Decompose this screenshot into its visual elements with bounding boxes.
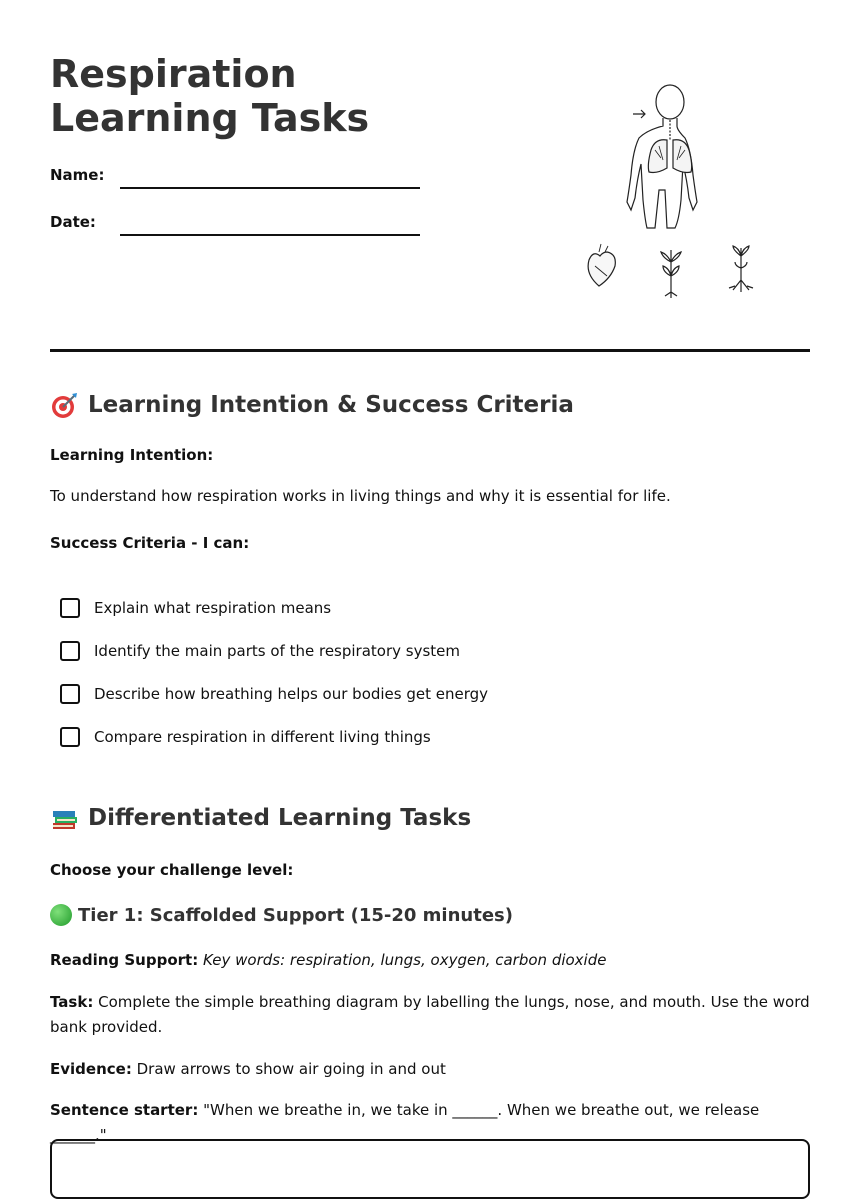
reading-text: Key words: respiration, lungs, oxygen, carbon dioxide — [202, 951, 607, 969]
name-label: Name: — [50, 166, 105, 184]
criteria-item-text: Describe how breathing helps our bodies get energy — [94, 685, 489, 703]
date-label: Date: — [50, 213, 96, 231]
criteria-checkbox[interactable] — [60, 641, 80, 661]
criteria-item[interactable] — [60, 727, 431, 747]
criteria-item-text: Compare respiration in different living things — [94, 728, 431, 746]
date-field[interactable] — [120, 234, 420, 236]
books-icon — [50, 803, 80, 833]
target-icon — [50, 390, 80, 420]
starter-text: "When we breathe in, we take in ______. When we breathe out, we release ______." — [50, 1101, 760, 1144]
reading-support — [50, 948, 810, 973]
criteria-checkbox[interactable] — [60, 598, 80, 618]
green-circle-icon — [50, 904, 72, 926]
task-label: Task: — [50, 993, 94, 1011]
reading-label: Reading Support: — [50, 951, 199, 969]
tasks-heading — [50, 803, 471, 833]
criteria-checkbox[interactable] — [60, 684, 80, 704]
task-text-block — [50, 990, 810, 1040]
page-title: Respiration Learning Tasks — [50, 52, 370, 140]
answer-box[interactable] — [50, 1139, 810, 1199]
tier1-heading — [50, 904, 513, 926]
criteria-item-text: Identify the main parts of the respiratory system — [94, 642, 461, 660]
tasks-heading-text: Differentiated Learning Tasks — [88, 805, 472, 831]
intention-heading — [50, 390, 574, 420]
intention-heading-text: Learning Intention & Success Criteria — [88, 392, 574, 418]
evidence-block — [50, 1057, 810, 1082]
intention-text: To understand how respiration works in living things and why it is essential for life. — [50, 487, 671, 505]
criteria-label: Success Criteria - I can: — [50, 534, 250, 552]
criteria-item-text: Explain what respiration means — [94, 599, 332, 617]
intention-label: Learning Intention: — [50, 446, 214, 464]
criteria-item[interactable] — [60, 598, 331, 618]
task-text: Complete the simple breathing diagram by labelling the lungs, nose, and mouth. Use the word bank provided. — [50, 993, 810, 1036]
section-divider — [50, 349, 810, 352]
criteria-item[interactable] — [60, 641, 460, 661]
choose-label: Choose your challenge level: — [50, 861, 294, 879]
evidence-label: Evidence: — [50, 1060, 132, 1078]
evidence-text: Draw arrows to show air going in and out — [136, 1060, 446, 1078]
criteria-item[interactable] — [60, 684, 488, 704]
name-field[interactable] — [120, 187, 420, 189]
starter-label: Sentence starter: — [50, 1101, 199, 1119]
respiration-illustration — [575, 80, 775, 300]
tier1-heading-text: Tier 1: Scaffolded Support (15-20 minutes) — [78, 904, 513, 926]
criteria-checkbox[interactable] — [60, 727, 80, 747]
